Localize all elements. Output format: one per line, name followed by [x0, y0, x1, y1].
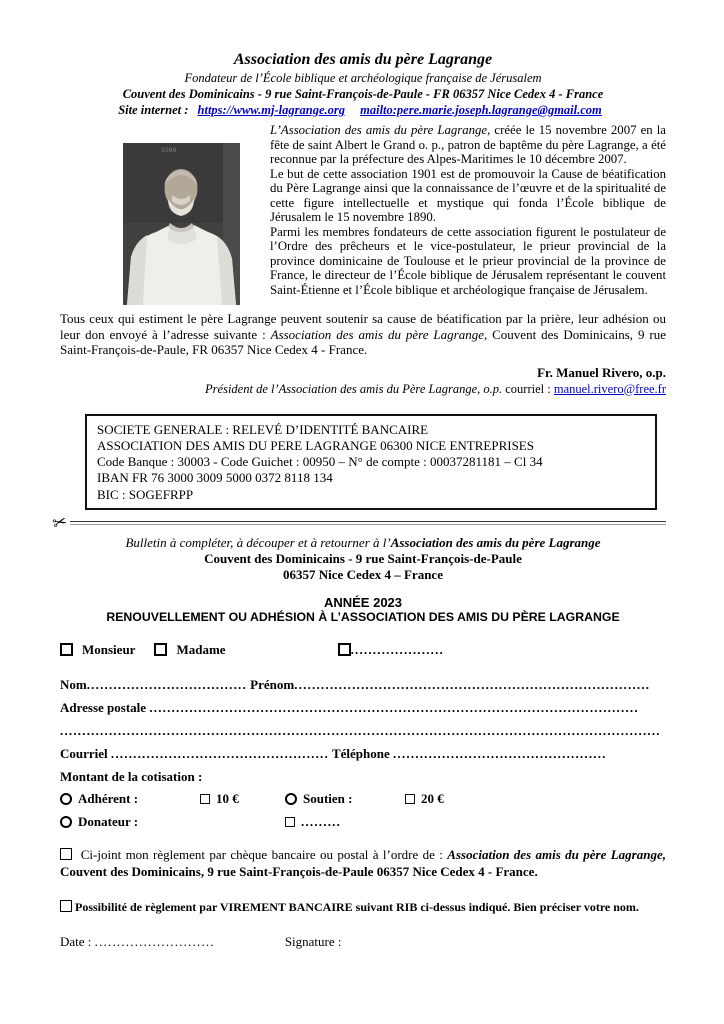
courriel-telephone-line [60, 742, 666, 765]
adresse-blank-1: .............................................................................................................. [149, 699, 639, 715]
donateur-label: Donateur : [78, 814, 139, 830]
monsieur-label: Monsieur [82, 641, 136, 657]
president-signature-block [60, 364, 666, 398]
association-name-italic-2: Association des amis du père Lagrange [270, 326, 484, 342]
other-civility-blank: ..................... [350, 641, 445, 657]
courriel-label: Courriel [60, 745, 111, 761]
date-signature-row [60, 934, 666, 950]
svg-text:5099: 5099 [161, 147, 177, 154]
cheque-payment-paragraph: Ci-joint mon règlement par chèque bancaire ou postal à l’ordre de : Association des amis du père Lagrange, Couvent des Dominicains, 9 rue Saint-François-de-Paule 06357 Nice Cedex 4 - France. [60, 846, 666, 880]
links-line [60, 102, 666, 119]
portrait-photo-pere-lagrange [123, 143, 240, 305]
civility-other [338, 642, 444, 658]
montant-label-line [60, 765, 666, 788]
adherent-label: Adhérent : [78, 791, 139, 807]
radio-soutien[interactable] [285, 793, 297, 805]
soutien-label: Soutien : [303, 791, 353, 807]
association-title: Association des amis du père Lagrange [233, 51, 493, 68]
renewal-heading: RENOUVELLEMENT OU ADHÉSION À L’ASSOCIATION DES AMIS DU PÈRE LAGRANGE [106, 609, 620, 624]
checkbox-monsieur[interactable] [60, 643, 73, 656]
president-email-link[interactable]: manuel.rivero@free.fr [553, 381, 666, 396]
paragraph-soutien: Tous ceux qui estiment le père Lagrange peuvent soutenir sa cause de béatification par la prière, leur adhésion ou leur don envoyé à l’adresse suivante : Association des amis du père Lagrange, Couvent des Dominicains, 9 rue Saint-François-de-Paule, FR 06357 Nice Cedex 4 - France. [60, 311, 666, 357]
paragraph-but: Le but de cette association 1901 est de promouvoir la Cause de béatification du Père Lagrange ainsi que la connaissance de l’œuvre et de la spiritualité de cette figure intellectuelle et mystique qui fonda l’École biblique de Jérusalem le 15 novembre 1890. [270, 166, 666, 224]
bank-line-5: BIC : SOGEFRPP [97, 486, 194, 502]
madame-label: Madame [176, 641, 226, 657]
email-link[interactable]: mailto:pere.marie.joseph.lagrange@gmail.com [360, 103, 602, 117]
cut-rule [70, 521, 666, 525]
radio-donateur[interactable] [60, 816, 72, 828]
site-label: Site internet : [118, 103, 189, 117]
president-role-line: Président de l’Association des amis du Père Lagrange, o.p. courriel : manuel.rivero@free.fr [205, 381, 666, 396]
courriel-blank: ................................................. [110, 745, 329, 761]
bank-details-box [85, 414, 657, 510]
prenom-blank: ................................................................................ [294, 676, 651, 692]
form-title-block [60, 595, 666, 625]
soutien-amount: 20 € [421, 791, 444, 807]
bulletin-return-address [60, 535, 666, 583]
nom-prenom-line [60, 673, 666, 696]
checkbox-virement[interactable] [60, 900, 72, 912]
checkbox-cheque[interactable] [60, 848, 72, 860]
bulletin-address-2: 06357 Nice Cedex 4 – France [283, 566, 443, 582]
association-name-italic: L’Association des amis du père Lagrange [270, 123, 488, 137]
adresse-line-2 [60, 719, 666, 742]
adresse-blank-2: ....................................................................................................................................... [60, 722, 661, 738]
bank-line-3: Code Banque : 30003 - Code Guichet : 00950 – N° de compte : 00037281181 – Cl 34 [97, 454, 543, 470]
montant-label: Montant de la cotisation : [60, 768, 203, 784]
paragraph-fondateurs: Parmi les membres fondateurs de cette association figurent le postulateur de l’Ordre des prêcheurs et le vice-postulateur, le prieur provincial de la province dominicaine de Toulouse et le prieur provincial de la province de France, le directeur de l’École biblique de Jérusalem représentant le couvent Saint-Étienne et l’École biblique et archéologique française de Jérusalem. [270, 224, 666, 297]
checkbox-10-euro[interactable] [200, 794, 210, 804]
portrait-photo-graphic [123, 143, 240, 305]
website-link[interactable]: https://www.mj-lagrange.org [197, 103, 345, 117]
signature-label: Signature : [284, 933, 342, 949]
document-header [60, 50, 666, 119]
president-name: Fr. Manuel Rivero, o.p. [537, 364, 666, 380]
nom-label: Nom [60, 676, 87, 692]
association-name-bold-italic: Association des amis du père Lagrange, [447, 846, 666, 862]
intro-section [60, 123, 666, 358]
founder-subtitle: Fondateur de l’École biblique et archéologique française de Jérusalem [184, 71, 542, 85]
radio-adherent[interactable] [60, 793, 72, 805]
year-title: ANNÉE 2023 [323, 594, 403, 610]
donateur-amount-blank: ......... [301, 814, 342, 830]
virement-payment-line: Possibilité de règlement par VIREMENT BANCAIRE suivant RIB ci-dessus indiqué. Bien préciser votre nom. [60, 900, 666, 915]
telephone-blank: ................................................ [393, 745, 607, 761]
bank-line-4: IBAN FR 76 3000 3009 5000 0372 8118 134 [97, 470, 333, 486]
address-subtitle: Couvent des Dominicains - 9 rue Saint-François-de-Paule - FR 06357 Nice Cedex 4 - France [122, 87, 604, 101]
bank-line-1: SOCIETE GENERALE : RELEVÉ D’IDENTITÉ BANCAIRE [97, 421, 429, 437]
cotisation-row-1 [60, 788, 666, 811]
cut-here-line [50, 511, 666, 535]
date-label: Date : [60, 933, 95, 949]
checkbox-20-euro[interactable] [405, 794, 415, 804]
nom-blank: .................................... [86, 676, 247, 692]
member-info-fields [60, 673, 666, 834]
adresse-label: Adresse postale [60, 699, 150, 715]
checkbox-donateur-amount[interactable] [285, 817, 295, 827]
bank-line-2: ASSOCIATION DES AMIS DU PERE LAGRANGE 06300 NICE ENTREPRISES [97, 437, 534, 453]
adresse-line [60, 696, 666, 719]
prenom-label: Prénom [246, 676, 295, 692]
checkbox-madame[interactable] [154, 643, 167, 656]
date-blank: ........................... [94, 933, 215, 949]
bulletin-address-1: Couvent des Dominicains - 9 rue Saint-François-de-Paule [204, 550, 522, 566]
paragraph-creation: L’Association des amis du père Lagrange, créée le 15 novembre 2007 en la fête de saint Albert le Grand o. p., patron de baptême du père Lagrange, a été reconnue par la préfecture des Alpes-Maritimes le 10 décembre 2007. [270, 123, 666, 166]
adherent-amount: 10 € [216, 791, 239, 807]
civility-row [60, 642, 666, 658]
checkbox-other-civility[interactable] [338, 643, 351, 656]
cotisation-row-2 [60, 811, 666, 834]
scissors-icon: ✂ [50, 511, 70, 535]
bulletin-instruction: Bulletin à compléter, à découper et à retourner à l’Association des amis du père Lagrange [125, 534, 601, 550]
telephone-label: Téléphone [328, 745, 394, 761]
